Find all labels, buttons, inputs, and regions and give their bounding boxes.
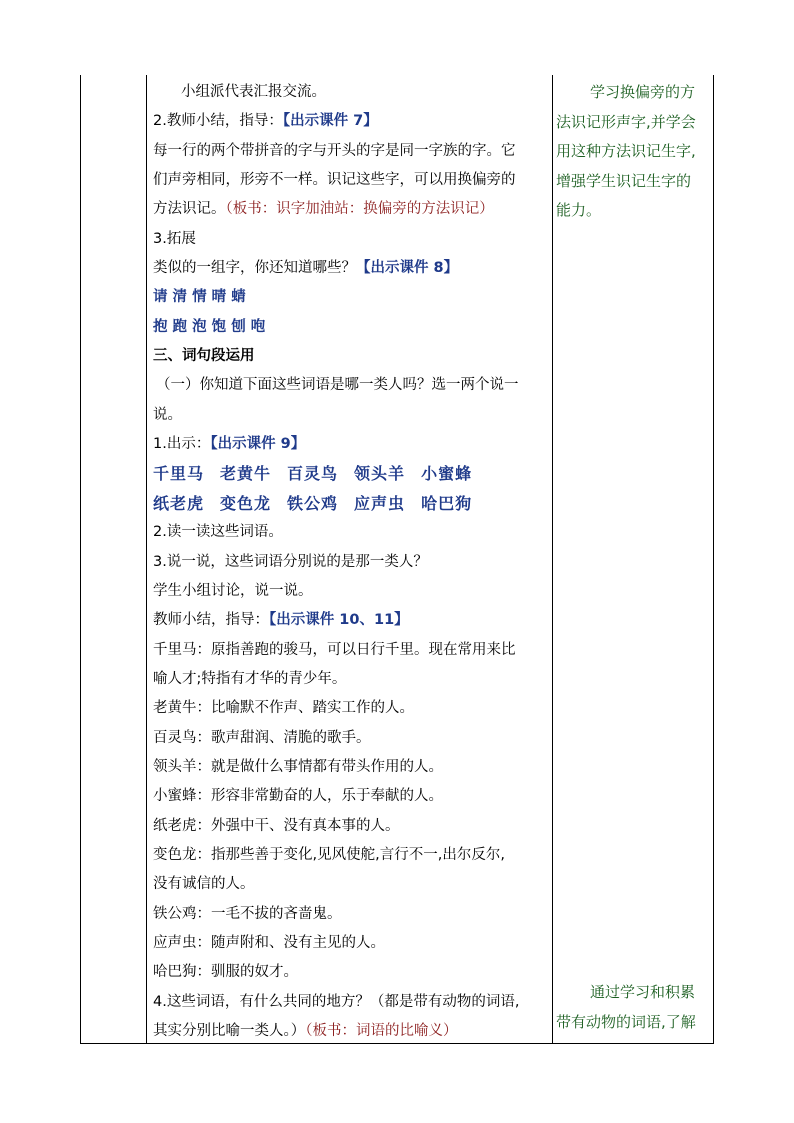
highlight-text: 哈巴狗 bbox=[421, 493, 473, 513]
content-line bbox=[153, 254, 551, 283]
content-line bbox=[153, 371, 551, 400]
body-text: 方法识记。 bbox=[153, 201, 226, 218]
content-line bbox=[153, 841, 551, 870]
body-text: 1.出示： bbox=[153, 436, 211, 453]
body-text: （一）你知道下面这些词语是哪一类人吗？选一两个说一 bbox=[156, 377, 519, 394]
content-line bbox=[153, 665, 551, 694]
content-line bbox=[153, 518, 551, 547]
highlight-text: 纸老虎 bbox=[153, 493, 205, 513]
body-text: 们声旁相同，形旁不一样。识记这些字，可以用换偏旁的 bbox=[153, 172, 516, 189]
highlight-text: 应声虫 bbox=[354, 493, 406, 513]
body-text: 2.读一读这些词语。 bbox=[153, 524, 283, 541]
highlight-text: 百灵鸟 bbox=[287, 464, 339, 484]
body-text: 4.这些词语，有什么共同的地方？（都是带有动物的词语, bbox=[153, 993, 520, 1010]
body-text: 变色龙：指那些善于变化,见风使舵,言行不一,出尔反尔, bbox=[153, 846, 505, 863]
board-note-text: （板书：识字加油站：换偏旁的方法识记） bbox=[225, 201, 494, 218]
highlight-text: 抱 跑 泡 饱 刨 咆 bbox=[153, 318, 266, 335]
body-text: 学生小组讨论，说一说。 bbox=[153, 582, 313, 599]
highlight-text: 老黄牛 bbox=[220, 464, 272, 484]
design-intent-line: 学习换偏旁的方 bbox=[590, 83, 696, 101]
design-intent-line: 通过学习和积累 bbox=[590, 983, 696, 1001]
body-text: 类似的一组字，你还知道哪些？ bbox=[153, 260, 356, 277]
content-line bbox=[153, 724, 551, 753]
body-text: 老黄牛：比喻默不作声、踏实工作的人。 bbox=[153, 700, 414, 717]
content-line bbox=[153, 606, 551, 635]
content-line bbox=[153, 782, 551, 811]
highlight-text: 【出示课件 8】 bbox=[356, 260, 459, 277]
content-line bbox=[153, 577, 551, 606]
highlight-text: 【出示课件 7】 bbox=[282, 113, 378, 130]
design-intent-line: 增强学生识记生字的 bbox=[556, 171, 692, 190]
content-line bbox=[153, 694, 551, 723]
content-line bbox=[153, 929, 551, 958]
content-line bbox=[153, 195, 551, 224]
design-intent-line: 带有动物的词语,了解 bbox=[556, 1012, 696, 1031]
body-text: 3.说一说，这些词语分别说的是那一类人？ bbox=[153, 553, 428, 570]
highlight-text: 小蜜蜂 bbox=[421, 464, 473, 484]
body-text: 三、词句段运用 bbox=[153, 348, 255, 365]
table-border-col2 bbox=[552, 75, 553, 1044]
highlight-text: 变色龙 bbox=[220, 493, 272, 513]
body-text: 百灵鸟：歌声甜润、清脆的歌手。 bbox=[153, 729, 371, 746]
content-line bbox=[153, 78, 551, 107]
body-text: 说。 bbox=[153, 406, 182, 423]
body-text: 领头羊：就是做什么事情都有带头作用的人。 bbox=[153, 758, 443, 775]
body-text: 3.拓展 bbox=[153, 230, 196, 247]
content-line bbox=[153, 900, 551, 929]
content-line bbox=[153, 988, 551, 1017]
design-intent-line: 法识记形声字,并学会 bbox=[556, 112, 696, 131]
body-text: 每一行的两个带拼音的字与开头的字是同一字族的字。它 bbox=[153, 142, 516, 159]
content-line bbox=[153, 313, 551, 342]
content-line bbox=[153, 342, 551, 371]
highlight-text: 【出示课件 9】 bbox=[210, 436, 306, 453]
body-text: 没有诚信的人。 bbox=[153, 876, 255, 893]
content-line bbox=[153, 225, 551, 254]
body-text: 应声虫：随声附和、没有主见的人。 bbox=[153, 934, 385, 951]
content-line bbox=[153, 401, 551, 430]
highlight-text: 请 清 情 晴 蜻 bbox=[153, 289, 246, 306]
content-line bbox=[153, 870, 551, 899]
board-note-text: （板书：词语的比喻义） bbox=[305, 1023, 458, 1039]
content-line bbox=[153, 137, 551, 166]
content-line bbox=[153, 166, 551, 195]
body-text: 铁公鸡：一毛不拔的吝啬鬼。 bbox=[153, 905, 342, 922]
content-line bbox=[153, 812, 551, 841]
highlight-text: 领头羊 bbox=[354, 464, 406, 484]
table-border-col1 bbox=[146, 75, 147, 1044]
highlight-text: 铁公鸡 bbox=[287, 493, 339, 513]
table-border-left bbox=[80, 75, 81, 1044]
body-text: 纸老虎：外强中干、没有真本事的人。 bbox=[153, 817, 400, 834]
body-text: 教师小结，指导： bbox=[153, 612, 269, 629]
content-line bbox=[153, 636, 551, 665]
content-line bbox=[153, 753, 551, 782]
design-intent-line: 用这种方法识记生字, bbox=[556, 142, 696, 160]
body-text: 小组派代表汇报交流。 bbox=[181, 84, 326, 100]
body-text: 喻人才;特指有才华的青少年。 bbox=[153, 670, 347, 687]
content-line bbox=[153, 548, 551, 577]
design-intent-line: 能力。 bbox=[556, 201, 602, 219]
content-line bbox=[153, 283, 551, 312]
highlight-text: 【出示课件 10、11】 bbox=[269, 612, 409, 629]
design-intent-top bbox=[556, 78, 714, 226]
body-text: 其实分别比喻一类人。） bbox=[153, 1023, 306, 1039]
content-line bbox=[153, 107, 551, 136]
lesson-content-column bbox=[153, 78, 551, 1046]
body-text: 千里马：原指善跑的骏马，可以日行千里。现在常用来比 bbox=[153, 641, 516, 658]
body-text: 哈巴狗：驯服的奴才。 bbox=[153, 964, 298, 981]
content-line bbox=[153, 430, 551, 459]
design-intent-bottom bbox=[556, 978, 714, 1037]
body-text: 小蜜蜂：形容非常勤奋的人，乐于奉献的人。 bbox=[153, 788, 443, 805]
highlight-text: 千里马 bbox=[153, 464, 205, 484]
content-line bbox=[153, 958, 551, 987]
content-line bbox=[153, 459, 551, 488]
content-line bbox=[153, 489, 551, 518]
content-line bbox=[153, 1017, 551, 1046]
body-text: 2.教师小结，指导： bbox=[153, 113, 283, 130]
